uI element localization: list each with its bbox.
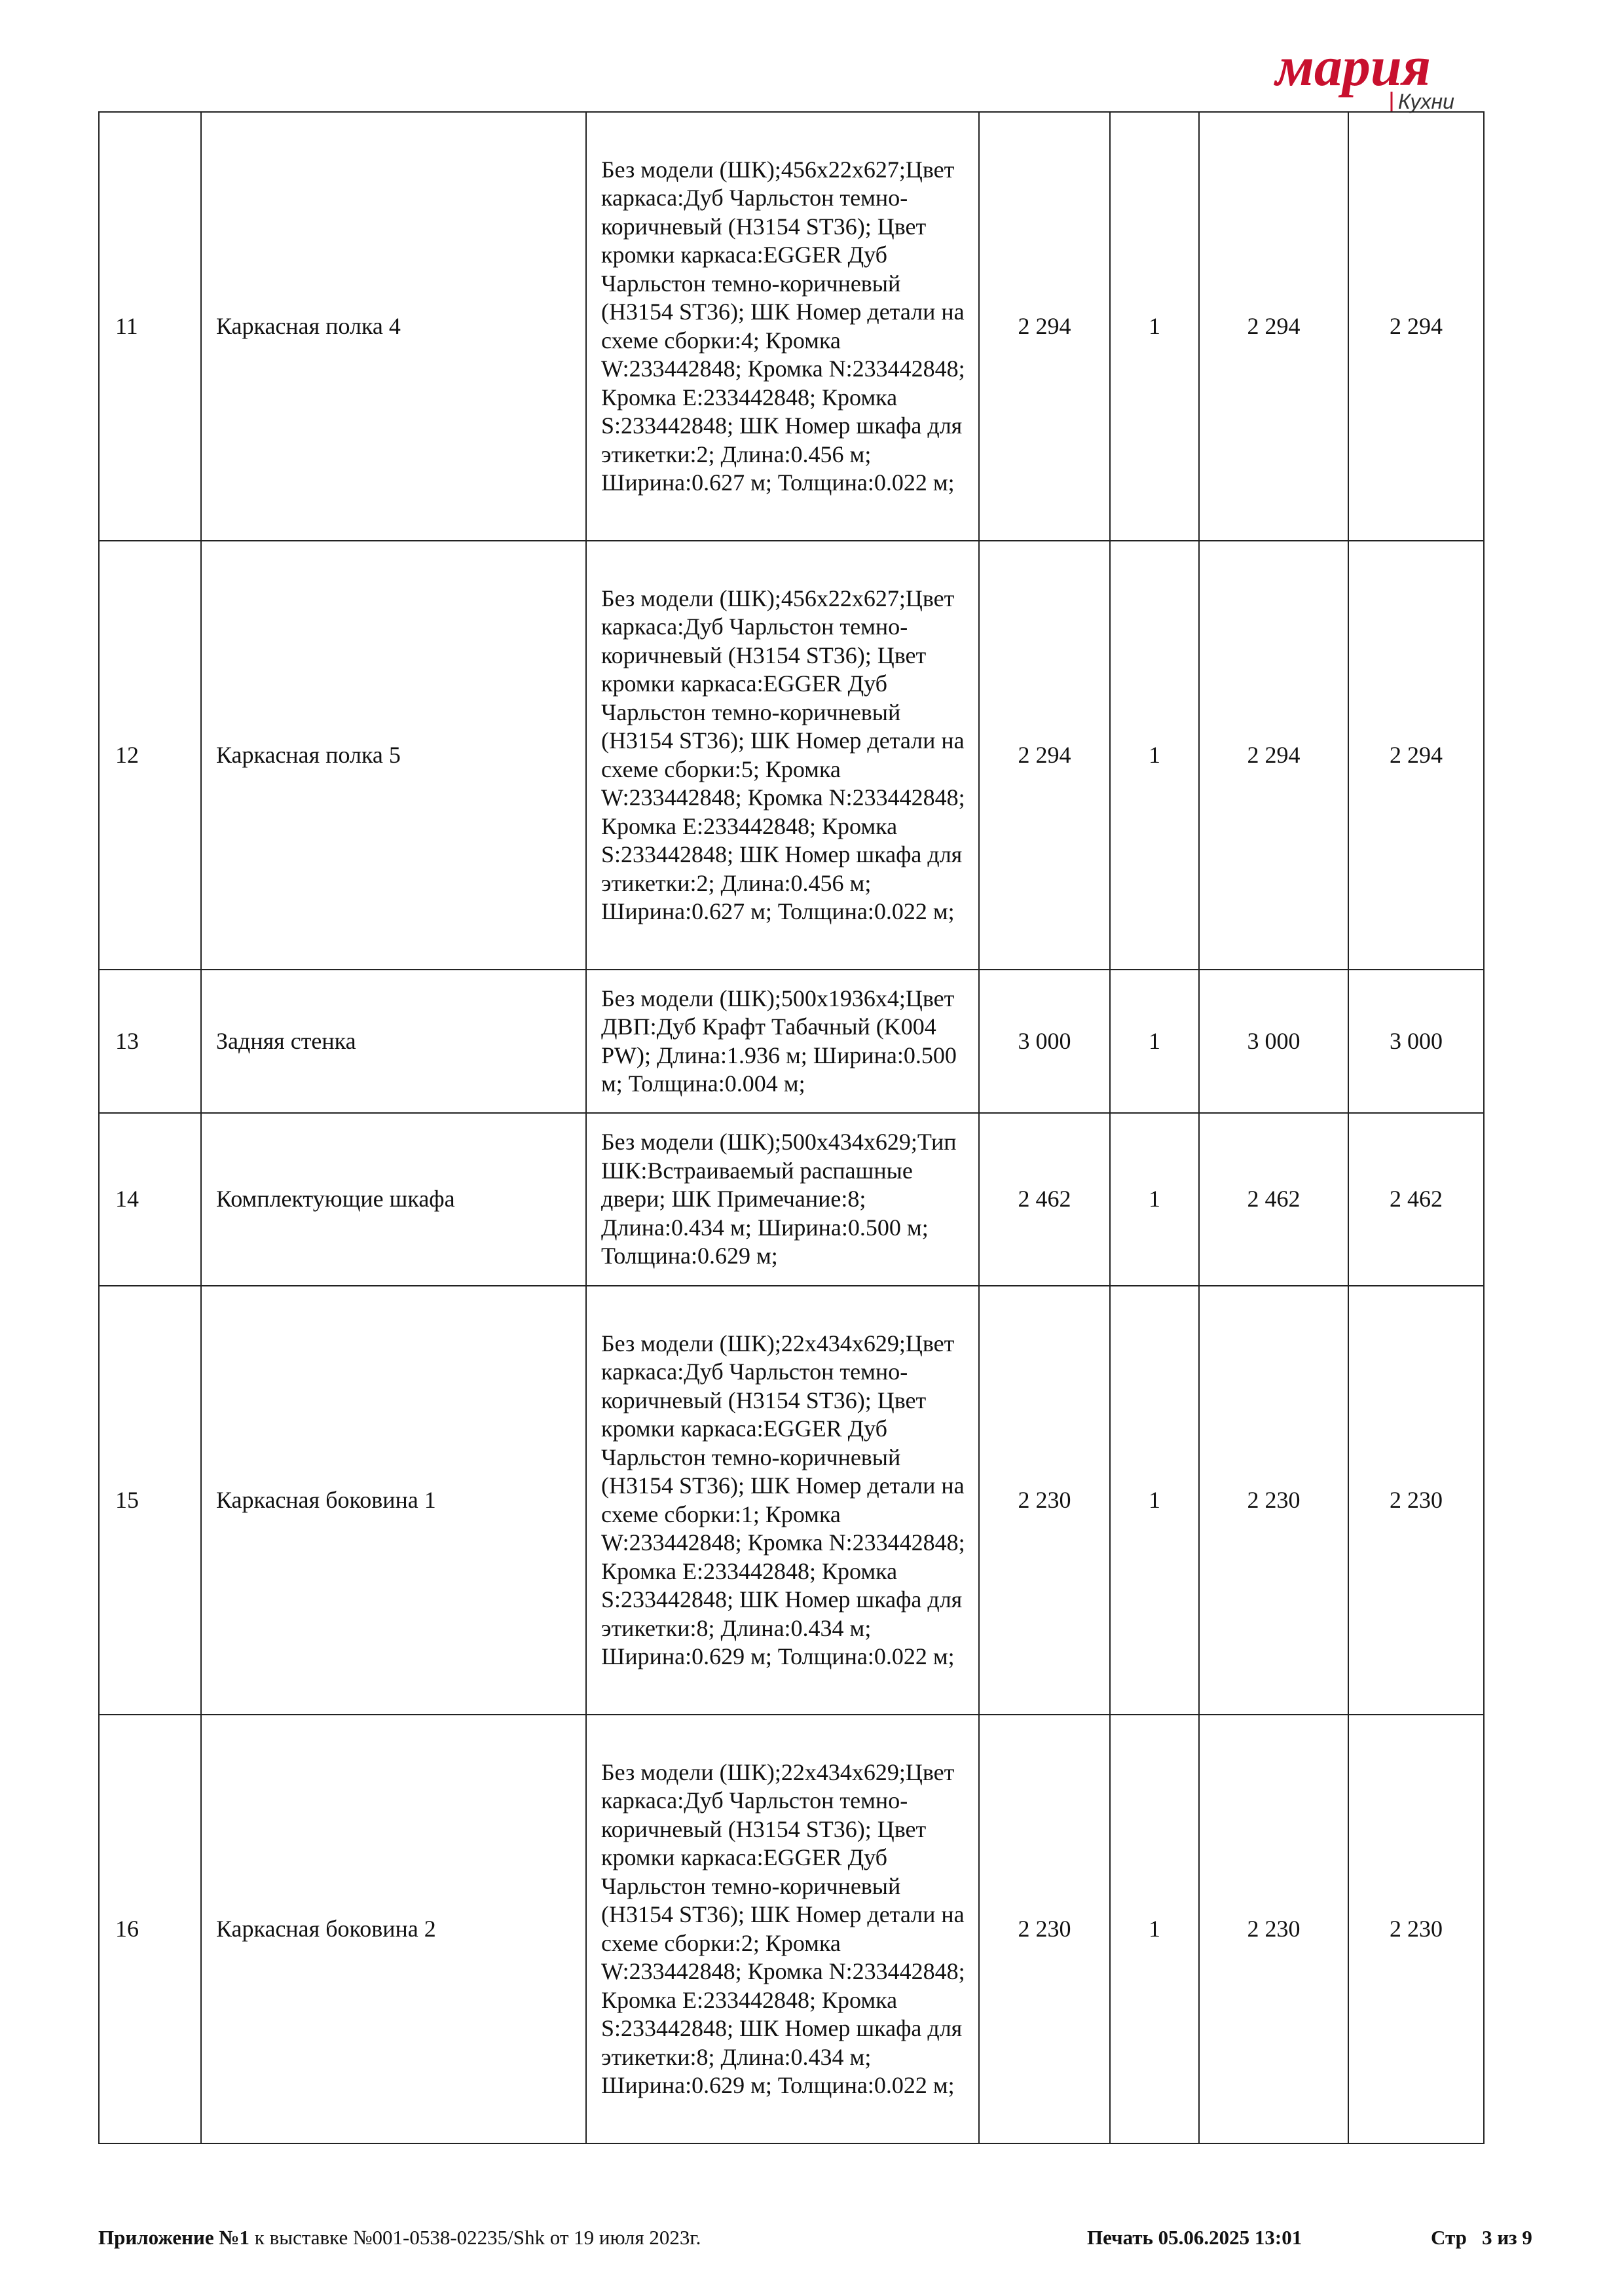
items-table-body <box>99 112 1484 2143</box>
item-price: 2 294 <box>979 541 1110 970</box>
table-row <box>99 970 1484 1113</box>
item-name: Каркасная боковина 2 <box>201 1715 586 2143</box>
item-sum: 2 462 <box>1199 1113 1348 1286</box>
item-total: 3 000 <box>1348 970 1484 1113</box>
item-sum: 2 230 <box>1199 1715 1348 2143</box>
row-number: 15 <box>99 1286 201 1715</box>
item-total: 2 230 <box>1348 1715 1484 2143</box>
item-quantity: 1 <box>1110 1286 1199 1715</box>
footer-appendix-title: Приложение №1 <box>98 2226 250 2249</box>
item-total: 2 294 <box>1348 541 1484 970</box>
item-quantity: 1 <box>1110 541 1199 970</box>
table-row <box>99 1715 1484 2143</box>
item-description: Без модели (ШК);456x22x627;Цвет каркаса:Дуб Чарльстон темно-коричневый (H3154 ST36); Цвет кромки каркаса:EGGER Дуб Чарльстон темно-коричневый (H3154 ST36); ШК Номер детали на схеме сборки:4; Кромка W:233442848; Кромка N:233442848; Кромка E:233442848; Кромка S:233442848; ШК Номер шкафа для этикетки:2; Длина:0.456 м; Ширина:0.627 м; Толщина:0.022 м; <box>586 112 979 541</box>
item-description: Без модели (ШК);456x22x627;Цвет каркаса:Дуб Чарльстон темно-коричневый (H3154 ST36); Цвет кромки каркаса:EGGER Дуб Чарльстон темно-коричневый (H3154 ST36); ШК Номер детали на схеме сборки:5; Кромка W:233442848; Кромка N:233442848; Кромка E:233442848; Кромка S:233442848; ШК Номер шкафа для этикетки:2; Длина:0.456 м; Ширина:0.627 м; Толщина:0.022 м; <box>586 541 979 970</box>
item-price: 2 462 <box>979 1113 1110 1286</box>
footer-appendix-ref: к выставке №001-0538-02235/Shk от 19 июля 2023г. <box>249 2226 701 2249</box>
item-total: 2 230 <box>1348 1286 1484 1715</box>
item-description: Без модели (ШК);500x1936x4;Цвет ДВП:Дуб Крафт Табачный (K004 PW); Длина:1.936 м; Ширина:0.500 м; Толщина:0.004 м; <box>586 970 979 1113</box>
row-number: 13 <box>99 970 201 1113</box>
footer-appendix <box>98 2226 701 2250</box>
item-sum: 2 230 <box>1199 1286 1348 1715</box>
item-quantity: 1 <box>1110 970 1199 1113</box>
item-name: Задняя стенка <box>201 970 586 1113</box>
item-description: Без модели (ШК);22x434x629;Цвет каркаса:Дуб Чарльстон темно-коричневый (H3154 ST36); Цвет кромки каркаса:EGGER Дуб Чарльстон темно-коричневый (H3154 ST36); ШК Номер детали на схеме сборки:2; Кромка W:233442848; Кромка N:233442848; Кромка E:233442848; Кромка S:233442848; ШК Номер шкафа для этикетки:8; Длина:0.434 м; Ширина:0.629 м; Толщина:0.022 м; <box>586 1715 979 2143</box>
row-number: 16 <box>99 1715 201 2143</box>
item-price: 2 230 <box>979 1286 1110 1715</box>
table-row <box>99 112 1484 541</box>
item-name: Комплектующие шкафа <box>201 1113 586 1286</box>
item-quantity: 1 <box>1110 1715 1199 2143</box>
item-name: Каркасная боковина 1 <box>201 1286 586 1715</box>
row-number: 14 <box>99 1113 201 1286</box>
item-sum: 2 294 <box>1199 112 1348 541</box>
logo-brand-text: мария <box>1276 39 1431 98</box>
item-description: Без модели (ШК);22x434x629;Цвет каркаса:Дуб Чарльстон темно-коричневый (H3154 ST36); Цвет кромки каркаса:EGGER Дуб Чарльстон темно-коричневый (H3154 ST36); ШК Номер детали на схеме сборки:1; Кромка W:233442848; Кромка N:233442848; Кромка E:233442848; Кромка S:233442848; ШК Номер шкафа для этикетки:8; Длина:0.434 м; Ширина:0.629 м; Толщина:0.022 м; <box>586 1286 979 1715</box>
item-total: 2 294 <box>1348 112 1484 541</box>
item-name: Каркасная полка 4 <box>201 112 586 541</box>
item-quantity: 1 <box>1110 112 1199 541</box>
table-row <box>99 1113 1484 1286</box>
logo-graphic <box>1270 39 1519 115</box>
row-number: 11 <box>99 112 201 541</box>
item-quantity: 1 <box>1110 1113 1199 1286</box>
item-sum: 3 000 <box>1199 970 1348 1113</box>
footer-print-date: Печать 05.06.2025 13:01 <box>1087 2226 1302 2249</box>
item-sum: 2 294 <box>1199 541 1348 970</box>
item-price: 2 230 <box>979 1715 1110 2143</box>
table-row <box>99 541 1484 970</box>
table-row <box>99 1286 1484 1715</box>
row-number: 12 <box>99 541 201 970</box>
items-table <box>98 111 1485 2144</box>
item-name: Каркасная полка 5 <box>201 541 586 970</box>
logo-sub-text: Кухни <box>1398 90 1454 113</box>
footer-page-number: Стр 3 из 9 <box>1431 2226 1532 2249</box>
brand-logo <box>1270 39 1519 115</box>
item-description: Без модели (ШК);500x434x629;Тип ШК:Встраиваемый распашные двери; ШК Примечание:8; Длина:0.434 м; Ширина:0.500 м; Толщина:0.629 м; <box>586 1113 979 1286</box>
item-price: 3 000 <box>979 970 1110 1113</box>
item-price: 2 294 <box>979 112 1110 541</box>
item-total: 2 462 <box>1348 1113 1484 1286</box>
